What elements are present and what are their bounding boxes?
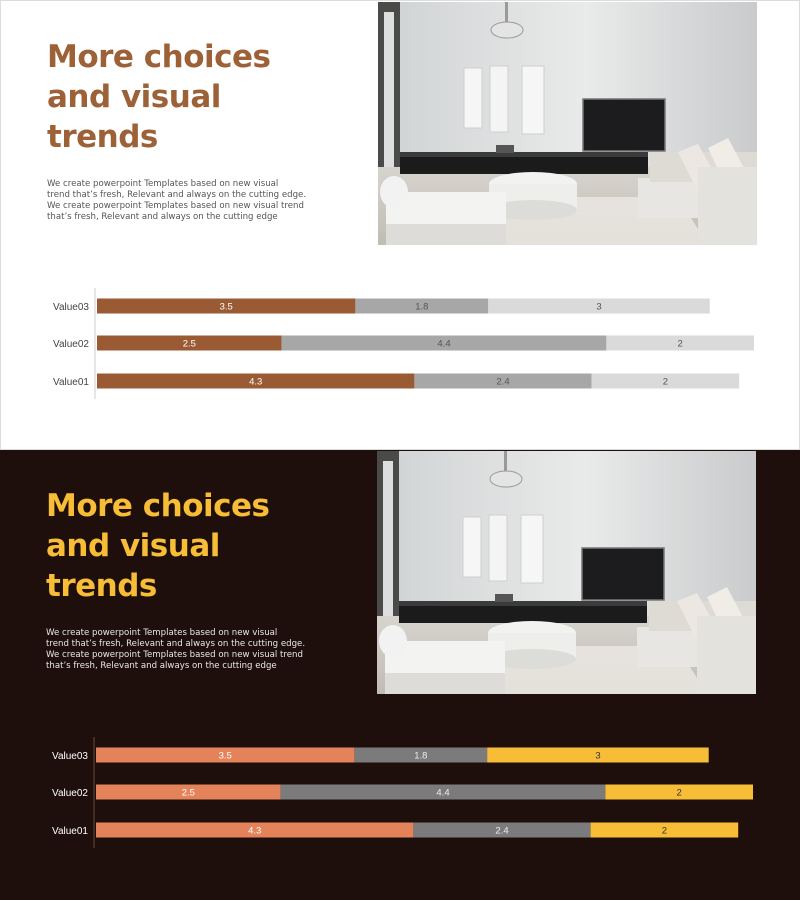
data-label: 1.8	[414, 750, 428, 762]
title-line: and visual	[46, 528, 220, 564]
body-line: that’s fresh, Relevant and always on the cutting edge	[47, 212, 278, 222]
data-label: 2	[677, 338, 683, 350]
title-line: More choices	[46, 488, 270, 524]
data-label: 4.3	[249, 376, 263, 388]
title-line: trends	[47, 119, 158, 155]
data-label: 4.4	[436, 787, 450, 799]
data-label: 2	[662, 376, 669, 388]
data-label: 4.3	[248, 825, 262, 837]
category-label: Value01	[52, 826, 88, 837]
body-line: We create powerpoint Templates based on new visual trend	[47, 201, 304, 211]
category-label: Value03	[53, 302, 89, 313]
body-line: We create powerpoint Templates based on new visual trend	[46, 650, 303, 660]
stacked-bar-chart	[0, 450, 800, 900]
data-label: 1.8	[415, 301, 429, 313]
category-label: Value01	[53, 377, 89, 388]
data-label: 2.4	[496, 376, 510, 388]
data-label: 2.4	[495, 825, 509, 837]
data-label: 4.4	[437, 338, 451, 350]
data-label: 3.5	[219, 301, 233, 313]
category-label: Value02	[52, 788, 88, 799]
data-label: 2	[676, 787, 682, 799]
data-label: 3	[595, 750, 601, 762]
body-line: trend that’s fresh, Relevant and always on the cutting edge.	[47, 190, 307, 200]
body-line: We create powerpoint Templates based on new visual	[46, 628, 278, 638]
data-label: 2	[661, 825, 668, 837]
title-line: More choices	[47, 39, 271, 75]
category-label: Value02	[53, 339, 89, 350]
body-line: that’s fresh, Relevant and always on the cutting edge	[46, 661, 277, 671]
data-label: 2.5	[182, 338, 196, 350]
stacked-bar-chart	[1, 1, 800, 450]
data-label: 2.5	[181, 787, 195, 799]
data-label: 3.5	[218, 750, 232, 762]
body-line: We create powerpoint Templates based on new visual	[47, 179, 279, 189]
category-label: Value03	[52, 751, 88, 762]
slide-dark	[0, 450, 800, 900]
body-line: trend that’s fresh, Relevant and always on the cutting edge.	[46, 639, 306, 649]
title-line: and visual	[47, 79, 221, 115]
data-label: 3	[596, 301, 602, 313]
title-line: trends	[46, 568, 157, 604]
